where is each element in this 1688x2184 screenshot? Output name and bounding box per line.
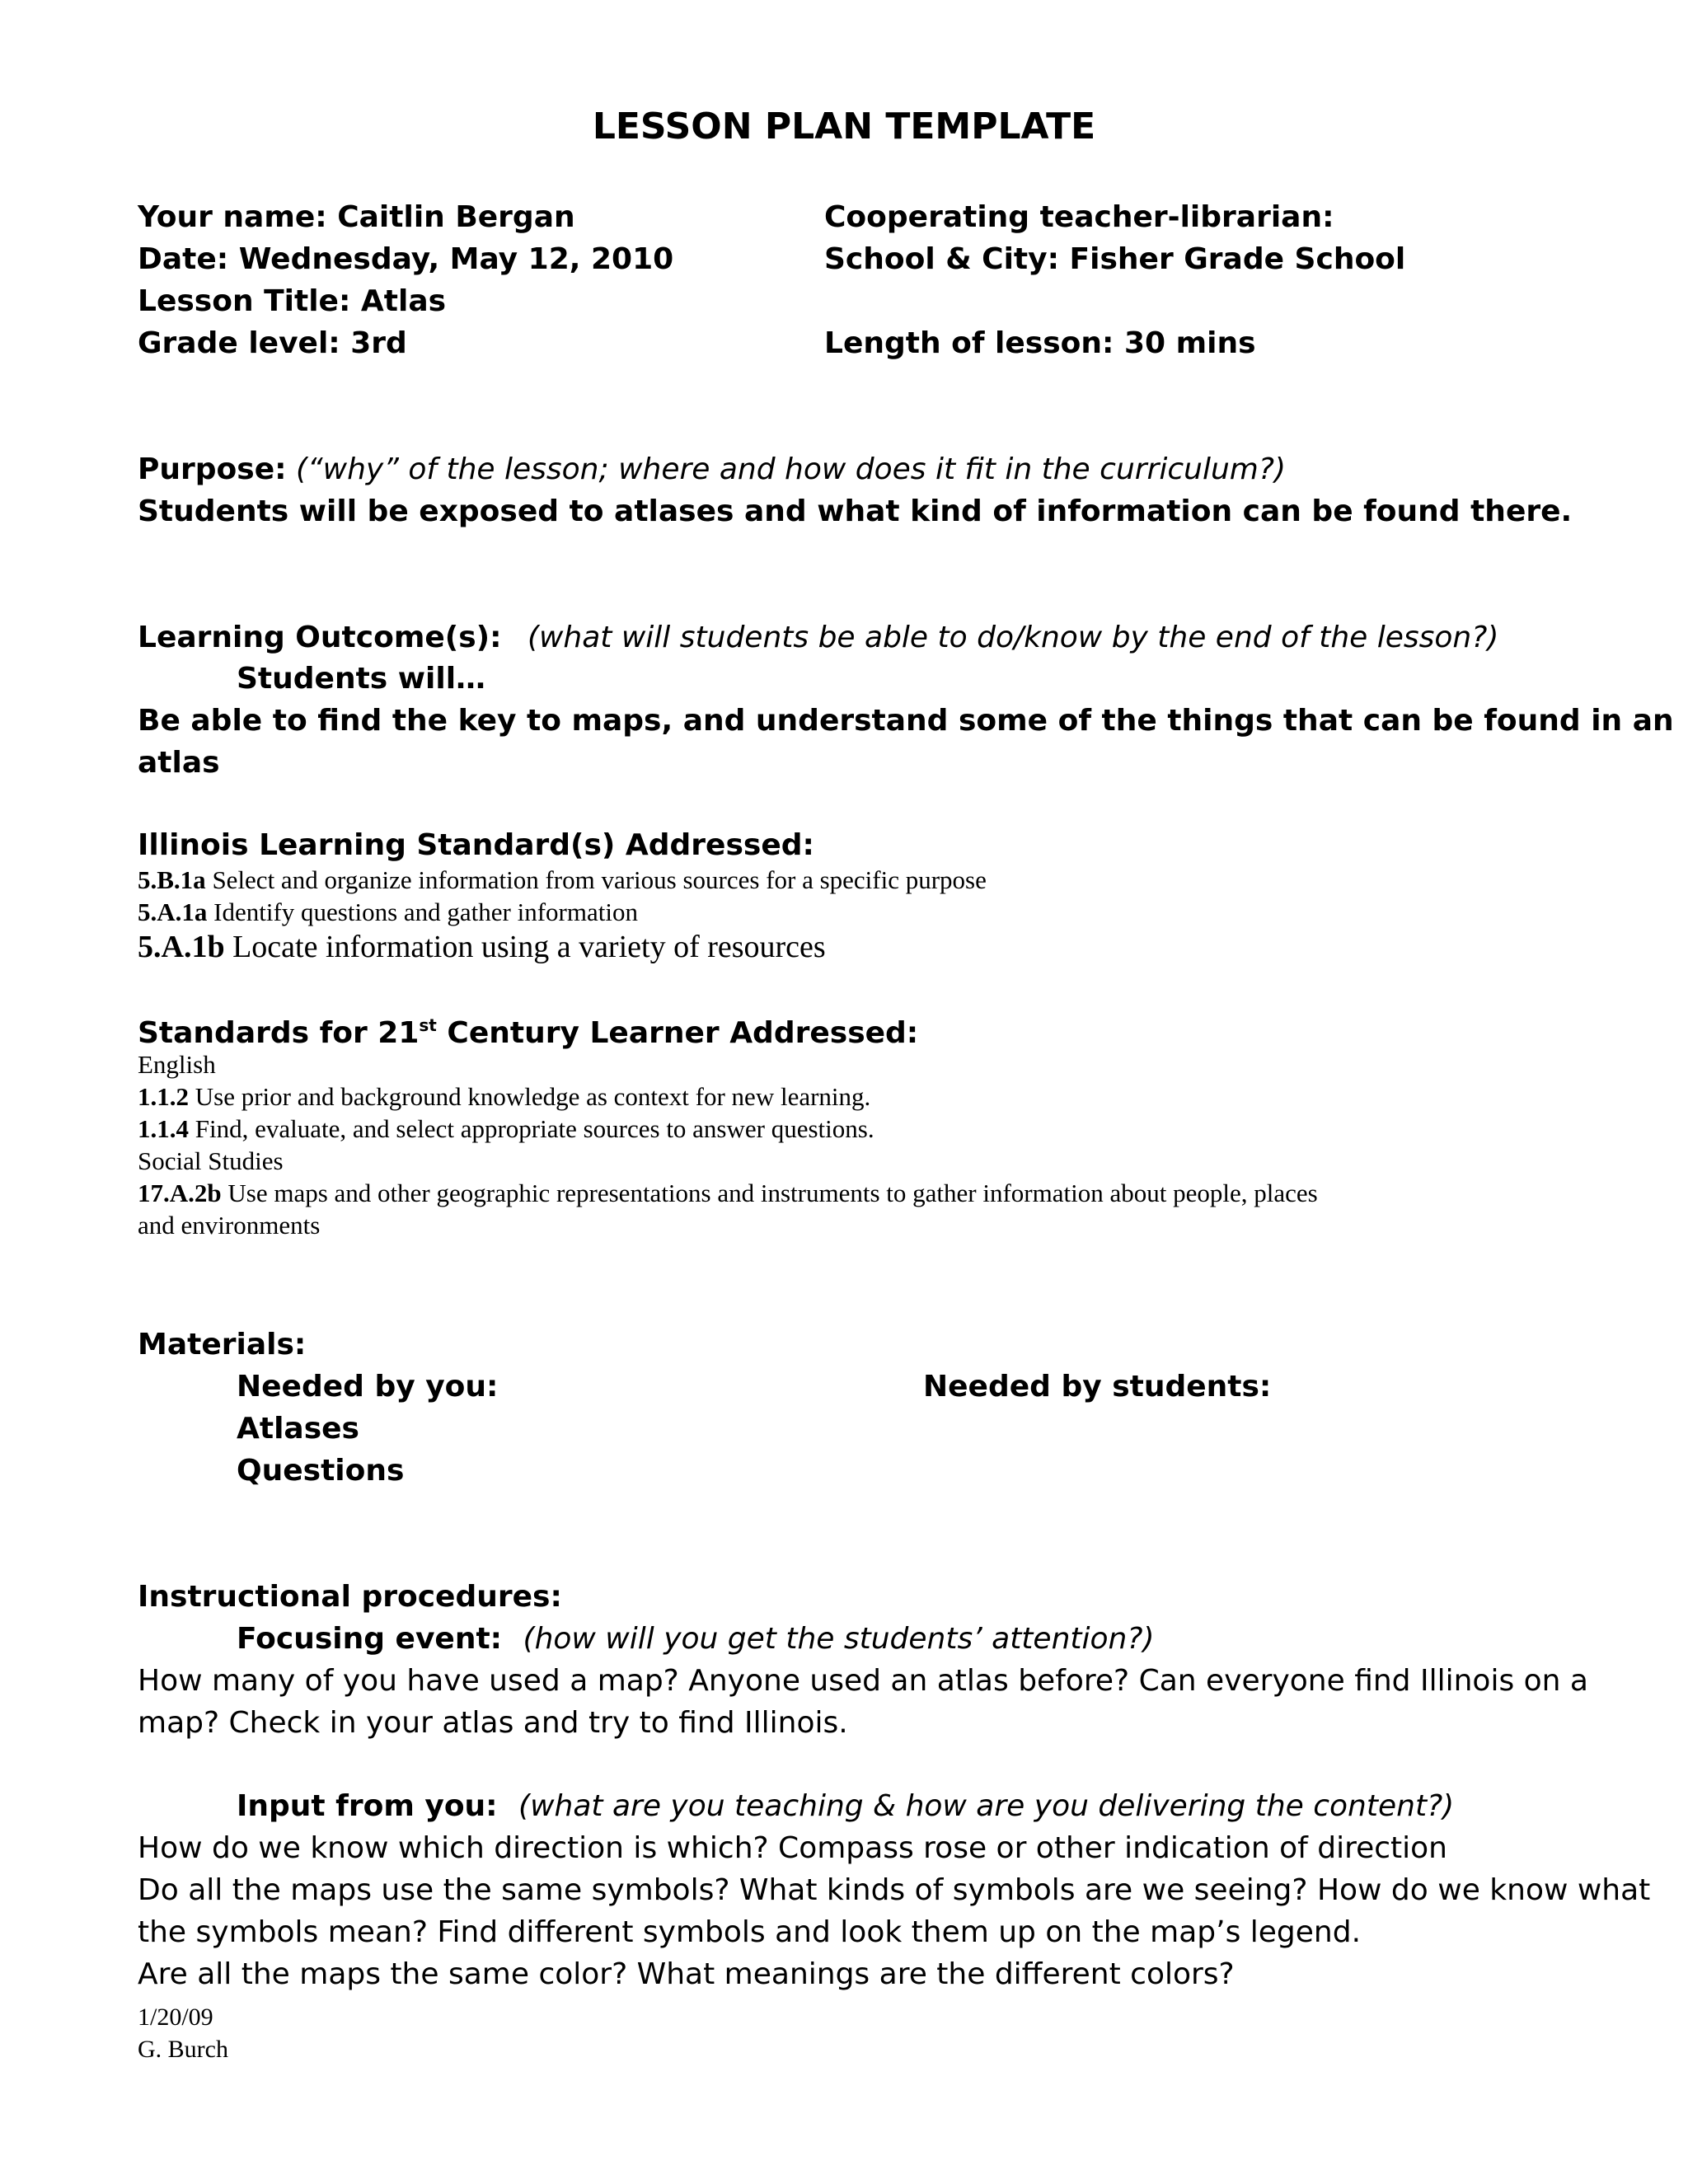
purpose-label: Purpose: — [138, 452, 287, 486]
date-value: Wednesday, May 12, 2010 — [238, 242, 674, 276]
footer-date: 1/20/09 — [138, 2004, 213, 2031]
needed-by-students-label: Needed by students: — [923, 1370, 1272, 1404]
standard-text: Locate information using a variety of resources — [232, 930, 826, 964]
lesson-title-value: Atlas — [360, 284, 447, 318]
needed-by-you-label: Needed by you: — [237, 1370, 499, 1404]
standard-code: 17.A.2b — [138, 1179, 222, 1207]
students-will: Students will… — [237, 662, 486, 696]
century-item — [138, 1116, 874, 1141]
outcome-line-2: atlas — [138, 746, 220, 780]
date-line — [138, 242, 674, 276]
date-label: Date: — [138, 242, 229, 276]
social-studies-item-cont: and environments — [138, 1211, 321, 1240]
material-item: Questions — [237, 1454, 405, 1488]
century-heading — [138, 1017, 918, 1048]
social-studies-item — [138, 1180, 1318, 1206]
input-text-line: Are all the maps the same color? What meanings are the different colors? — [138, 1957, 1235, 1991]
school-value: Fisher Grade School — [1069, 242, 1406, 276]
standard-code: 1.1.2 — [138, 1082, 189, 1111]
focusing-event-line — [237, 1624, 1155, 1654]
coop-teacher-label: Cooperating teacher-librarian: — [824, 200, 1334, 234]
century-heading-pre: Standards for 21 — [138, 1016, 420, 1050]
name-label: Your name: — [138, 200, 327, 234]
standard-code: 5.A.1a — [138, 898, 208, 926]
name-value: Caitlin Bergan — [337, 200, 575, 234]
input-from-you-label: Input from you: — [237, 1789, 498, 1823]
standard-text: Find, evaluate, and select appropriate sources to answer questions. — [195, 1114, 874, 1143]
standard-code: 1.1.4 — [138, 1114, 189, 1143]
illinois-heading: Illinois Learning Standard(s) Addressed: — [138, 828, 814, 862]
purpose-hint: (“why” of the lesson; where and how does it fit in the curriculum?) — [295, 452, 1287, 486]
standard-text: Use maps and other geographic representations and instruments to gather information about people, places — [227, 1179, 1318, 1207]
focusing-event-hint: (how will you get the students’ attention?) — [523, 1622, 1155, 1656]
length-line — [824, 326, 1256, 360]
outcomes-line — [138, 623, 1498, 653]
school-line — [824, 242, 1406, 276]
focusing-event-label: Focusing event: — [237, 1622, 503, 1656]
outcomes-label: Learning Outcome(s): — [138, 621, 502, 654]
school-label: School & City: — [824, 242, 1059, 276]
length-value: 30 mins — [1123, 326, 1256, 360]
material-item: Atlases — [237, 1412, 359, 1446]
page-title: LESSON PLAN TEMPLATE — [592, 105, 1096, 148]
grade-line — [138, 326, 407, 360]
century-heading-sup: st — [419, 1015, 437, 1035]
outcomes-hint: (what will students be able to do/know by the end of the lesson?) — [527, 621, 1499, 654]
standard-code: 5.A.1b — [138, 930, 225, 964]
standard-text: Use prior and background knowledge as context for new learning. — [195, 1082, 871, 1111]
standard-text: Identify questions and gather information — [213, 898, 638, 926]
footer-author: G. Burch — [138, 2036, 228, 2063]
illinois-item — [138, 899, 638, 925]
outcome-line-1: Be able to find the key to maps, and understand some of the things that can be found in an — [138, 704, 1674, 738]
century-heading-post: Century Learner Addressed: — [447, 1016, 919, 1050]
input-from-you-hint: (what are you teaching & how are you delivering the content?) — [518, 1789, 1455, 1823]
illinois-item — [138, 867, 987, 893]
social-studies-label: Social Studies — [138, 1146, 284, 1175]
standard-text: Select and organize information from various sources for a specific purpose — [212, 865, 987, 894]
length-label: Length of lesson: — [824, 326, 1114, 360]
procedures-heading: Instructional procedures: — [138, 1580, 562, 1614]
century-item — [138, 1084, 870, 1109]
input-from-you-line — [237, 1789, 1455, 1823]
grade-value: 3rd — [350, 326, 407, 360]
lesson-title-line — [138, 284, 447, 318]
purpose-line — [138, 452, 1287, 486]
illinois-item — [138, 931, 826, 963]
lesson-title-label: Lesson Title: — [138, 284, 351, 318]
english-label: English — [138, 1050, 216, 1079]
focus-text-line: How many of you have used a map? Anyone used an atlas before? Can everyone find Illinois on a — [138, 1664, 1588, 1698]
input-text-line: the symbols mean? Find different symbols and look them up on the map’s legend. — [138, 1915, 1362, 1949]
name-line — [138, 200, 575, 234]
materials-heading: Materials: — [138, 1328, 307, 1361]
input-text-line: Do all the maps use the same symbols? What kinds of symbols are we seeing? How do we know what — [138, 1873, 1651, 1907]
purpose-text: Students will be exposed to atlases and what kind of information can be found there. — [138, 494, 1573, 528]
grade-label: Grade level: — [138, 326, 340, 360]
standard-code: 5.B.1a — [138, 865, 206, 894]
focus-text-line: map? Check in your atlas and try to find Illinois. — [138, 1706, 848, 1740]
input-text-line: How do we know which direction is which? Compass rose or other indication of direction — [138, 1831, 1447, 1865]
